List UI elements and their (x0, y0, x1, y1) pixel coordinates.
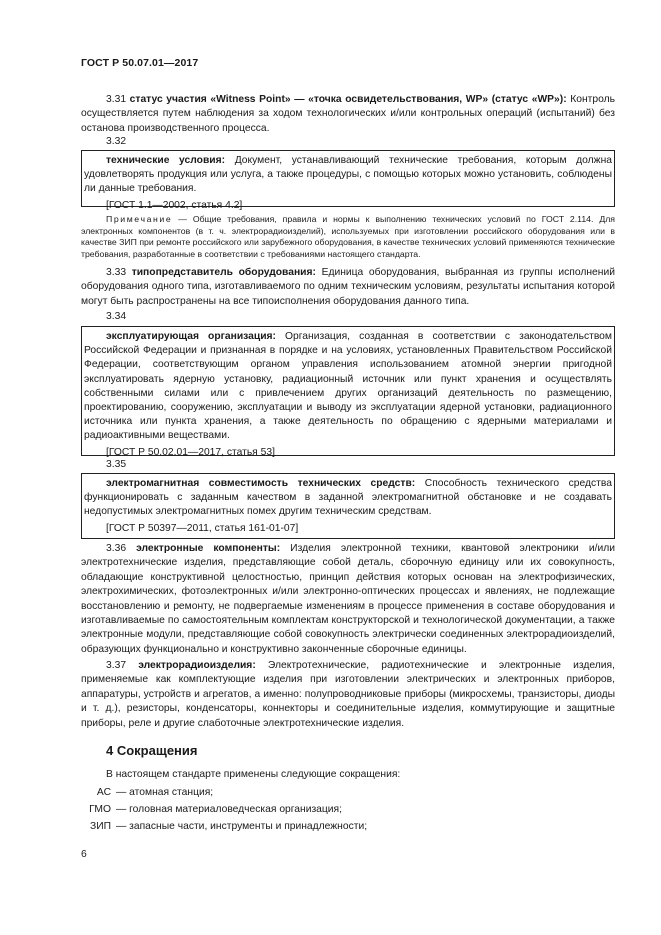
term-definition: Электротехнические, радиотехнические и электронные изделия, применяемые как комплектующие изделия при изготовлении электрических и электронных приборов, аппаратуры, устройств и агрегатов, а именно: полупроводниковые приборы (микросхемы, транзисторы, диоды и т. д.), резисторы, конденсаторы, коннекторы и соединительные изделия, коммутирующие и защитные приборы, реле и другие слаботочные электротехнические изделия. (81, 660, 615, 729)
term-box-3-32 (81, 150, 615, 211)
note-block (81, 214, 615, 260)
abbr-definition: — головная материаловедческая организация; (116, 804, 342, 815)
abbr-definition: — запасные части, инструменты и принадлежности; (116, 821, 368, 832)
term-3-36 (81, 542, 615, 657)
term-3-31 (81, 93, 615, 136)
term-number: 3.33 (106, 267, 127, 278)
term-number: 3.37 (106, 660, 127, 671)
term-definition: Организация, созданная в соответствии с законодательством Российской Федерации и признанная в порядке и на условиях, установленных Правительством Российской Федерации, соответствующим органом управления использованием атомной энергии пригодной эксплуатировать ядерную установку, радиационный источник или пункт хранения и осуществлять собственными силами или с привлечением других организаций деятельность по размещению, проектированию, сооружению, эксплуатации и выводу из эксплуатации ядерной установки, радиационного источника или пункта хранения, а также деятельность по обращению с ядерными материалами и радиоактивными веществами. (84, 331, 612, 442)
abbr-term: АС (96, 787, 111, 798)
term-title: электрорадиоизделия: (138, 660, 256, 671)
term-title: электронные компоненты: (136, 543, 281, 554)
page-number: 6 (81, 849, 87, 860)
note-text: — Общие требования, правила и нормы к выполнению технических условий по ГОСТ 2.114. Для электронных компонентов (в т. ч. электрорадиоизделий), используемых при изготовлении российского оборудования или в качестве ЗИП при ремонте российского или зарубежного оборудования, в качестве технических условий применяются технические требования, разработанные в соответствии с требованиями настоящего стандарта. (81, 214, 615, 259)
term-box-3-35 (81, 473, 615, 539)
term-number: 3.32 (106, 136, 127, 147)
term-title: типопредставитель оборудования: (131, 267, 316, 278)
abbr-term: ЗИП (89, 821, 111, 832)
term-definition: Контроль осуществляется путем наблюдения за ходом технологических и/или контрольных операций (испытаний) без останова производственного процесса. (81, 94, 615, 134)
term-title: технические условия: (106, 155, 226, 166)
abbr-definition: — атомная станция; (116, 787, 214, 798)
term-title: эксплуатирующая организация: (106, 331, 276, 342)
term-reference: [ГОСТ Р 50.02.01—2017, статья 53] (106, 446, 275, 458)
term-definition: Способность технического средства функционировать с заданным качеством в заданной электромагнитной обстановке и не создавать недопустимых электромагнитных помех другим техническим средствам. (84, 478, 612, 518)
note-label: Примечание (106, 214, 173, 224)
term-box-3-34 (81, 326, 615, 456)
term-number: 3.34 (106, 311, 127, 322)
section-heading: 4 Сокращения (106, 743, 198, 758)
term-definition: Изделия электронной техники, квантовой электроники и/или электротехнические изделия, представляющие собой деталь, сборочную единицу или их совокупность, обладающие конструктивной целостностью, принцип действия которых основан на электрофизических, электрохимических, фотоэлектронных и/или электронно-оптических процессах и явлениях, не подлежащие восстановлению и ремонту, не подвергаемые изменениям в процессе применения в составе оборудования и изготавливаемые по самостоятельным комплектам конструкторской и технологической документации, а также электронные модули, представляющие собой совокупность электрически соединенных электрорадиоизделий, образующих функционально и конструктивно законченные сборочные единицы. (81, 543, 615, 655)
document-header: ГОСТ Р 50.07.01—2017 (81, 57, 199, 69)
term-number: 3.31 (106, 94, 127, 105)
term-3-37 (81, 659, 615, 731)
section-intro: В настоящем стандарте применены следующие сокращения: (106, 769, 401, 780)
term-number: 3.36 (106, 543, 127, 554)
term-definition: Документ, устанавливающий технические требования, которым должна удовлетворять продукция или услуга, а также процедуры, с помощью которых можно установить, соблюдены ли данные требования. (84, 155, 612, 195)
term-reference: [ГОСТ 1.1—2002, статья 4.2] (106, 199, 243, 211)
term-title: статус участия «Witness Point» — «точка освидетельствования, WP» (статус «WP»): (129, 94, 567, 105)
term-title: электромагнитная совместимость технических средств: (106, 478, 416, 489)
term-definition: Единица оборудования, выбранная из группы исполнений оборудования одного типа, изготавливаемого по одним техническим условиям, результаты испытания которой могут быть распространены на все типоисполнения оборудования данного типа. (81, 267, 615, 307)
term-number: 3.35 (106, 459, 127, 470)
term-3-33 (81, 266, 615, 309)
abbr-term: ГМО (89, 804, 111, 815)
term-reference: [ГОСТ Р 50397—2011, статья 161-01-07] (106, 522, 299, 534)
